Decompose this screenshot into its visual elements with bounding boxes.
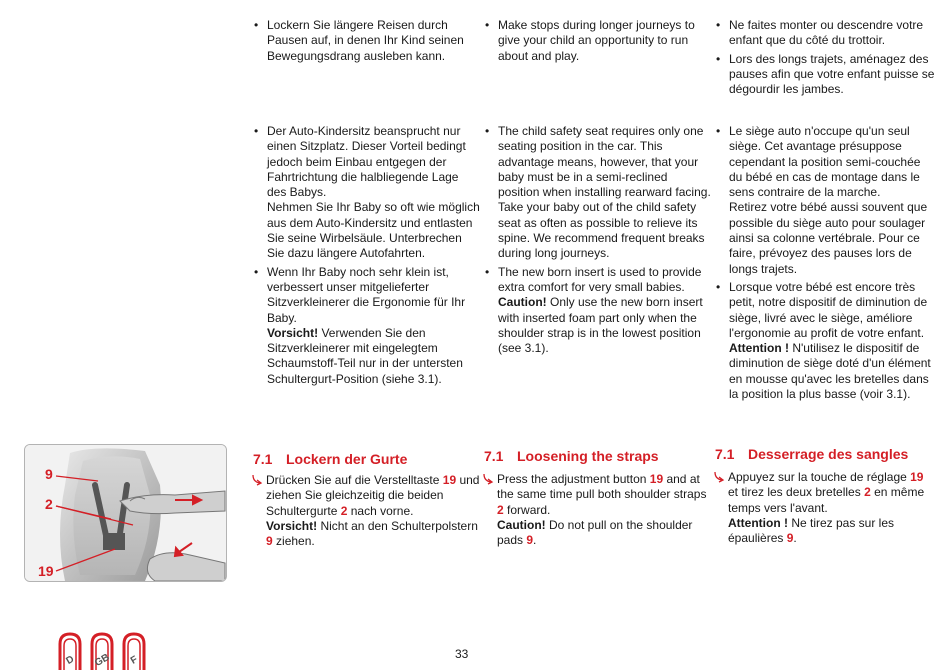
step-text-part: Drücken Sie auf die Verstelltaste bbox=[266, 473, 443, 487]
hand-arrow-icon bbox=[714, 471, 726, 483]
en-row2-column bbox=[483, 124, 711, 356]
de-row1-column bbox=[252, 18, 480, 64]
paragraph: Der Auto-Kindersitz beansprucht nur einen Sitzplatz. Dieser Vorteil bedingt jedoch beim Einbau entgegen der Fahrtrichtung die halbliegende Lage des Babys. bbox=[267, 124, 466, 200]
flag-label: GB bbox=[93, 651, 112, 669]
paragraph: Verwenden Sie den Sitzverkleinerer mit eingelegtem Schaumstoff-Teil nur in der untersten Schultergurt-Position (siehe 3.1). bbox=[267, 325, 463, 386]
step-text-part: Appuyez sur la touche de réglage bbox=[728, 470, 911, 484]
callout-label: 19 bbox=[38, 563, 54, 579]
part-number: 2 bbox=[340, 503, 348, 518]
section-title-fr bbox=[715, 446, 908, 462]
paragraph: Le siège auto n'occupe qu'un seul siège. Cet avantage présuppose cependant la position semi-couchée du bébé en cas de montage dans le sens contraire de la marche. bbox=[729, 124, 921, 200]
step-text-part: forward. bbox=[503, 502, 551, 517]
section-title-en bbox=[484, 448, 659, 464]
warning-label: Attention ! bbox=[728, 515, 788, 530]
part-number: 2 bbox=[864, 485, 871, 500]
part-number: 9 bbox=[786, 531, 794, 546]
list-item bbox=[714, 124, 936, 277]
step-text-part: nach vorne. bbox=[347, 503, 414, 518]
fr-row2-column bbox=[714, 124, 936, 402]
step-text-part: and at the same time pull both shoulder straps bbox=[497, 472, 707, 502]
list-item: • Lors des longs trajets, aménagez des pauses afin que votre enfant puisse se dégourdir les jambes. bbox=[714, 52, 936, 98]
warning-label: Attention ! bbox=[729, 341, 789, 356]
list-item bbox=[252, 265, 480, 387]
en-row1-column bbox=[483, 18, 711, 64]
en-step-text bbox=[483, 472, 711, 548]
section-heading: Loosening the straps bbox=[517, 448, 659, 464]
warning-label: Vorsicht! bbox=[266, 518, 318, 533]
step-text-part: Do not pull on the shoulder pads bbox=[497, 517, 693, 548]
flag-label: F bbox=[128, 654, 140, 667]
paragraph: The new born insert is used to provide extra comfort for very small babies. bbox=[498, 264, 702, 294]
part-number: 9 bbox=[266, 534, 273, 549]
paragraph: Lorsque votre bébé est encore très petit, notre dispositif de diminution de siège, livré avec le siège, améliore l'ergonomie au profit de votre enfant. bbox=[729, 279, 928, 340]
section-heading: Lockern der Gurte bbox=[286, 451, 408, 467]
paragraph: Nehmen Sie Ihr Baby so oft wie möglich aus dem Auto-Kindersitz und entlasten Sie seine Wirbelsäule. Unterbrechen Sie dazu längere Autofahrten. bbox=[267, 200, 480, 261]
list-item bbox=[714, 280, 936, 402]
hand-arrow-icon bbox=[252, 474, 264, 486]
step-text-part: et tirez les deux bretelles bbox=[728, 485, 865, 500]
hand-arrow-icon bbox=[483, 473, 495, 485]
paragraph: Wenn Ihr Baby noch sehr klein ist, verbessert unser mitgelieferter Sitzverkleinerer die Ergonomie für Ihr Baby. bbox=[267, 264, 466, 325]
section-heading: Desserrage des sangles bbox=[748, 446, 909, 462]
section-number: 7.1 bbox=[484, 448, 504, 464]
list-item bbox=[483, 265, 711, 357]
fr-step-text bbox=[714, 470, 936, 546]
flag-label: D bbox=[64, 653, 77, 668]
step-text-part: Ne tirez pas sur les épaulières bbox=[728, 515, 895, 546]
paragraph: Retirez votre bébé aussi souvent que possible du siège auto pour soulager ainsi sa colonne vertébrale. Pour ce faire, prévoyez des pauses lors de longs trajets. bbox=[729, 200, 928, 276]
list-item: • Make stops during longer journeys to give your child an opportunity to run about and play. bbox=[483, 18, 711, 64]
warning-label: Vorsicht! bbox=[267, 325, 319, 340]
language-flag-icon bbox=[124, 634, 144, 670]
section-title-de bbox=[253, 451, 407, 467]
paragraph: The child safety seat requires only one seating position in the car. This advantage means, however, that your baby must be in a semi-reclined position when installing rearward facing. bbox=[498, 124, 711, 200]
step-text-part: . bbox=[533, 533, 537, 548]
part-number: 9 bbox=[526, 533, 534, 548]
step-text-part: ziehen. bbox=[272, 534, 315, 549]
list-item: • Ne faites monter ou descendre votre enfant que du côté du trottoir. bbox=[714, 18, 936, 49]
language-flags bbox=[58, 632, 154, 670]
car-seat-drawing bbox=[25, 445, 226, 581]
language-flag-icon bbox=[60, 634, 80, 670]
paragraph: Only use the new born insert with inserted foam part only when the shoulder strap is in the lowest position (see 3.1). bbox=[498, 295, 703, 356]
callout-label: 9 bbox=[45, 466, 53, 482]
de-row2-column bbox=[252, 124, 480, 387]
paragraph: Take your baby out of the child safety seat as often as possible to relieve its spine. We recommend frequent breaks during long journeys. bbox=[498, 200, 705, 261]
step-text-part: Nicht an den Schulterpolstern bbox=[317, 518, 478, 533]
warning-label: Caution! bbox=[497, 517, 546, 532]
warning-label: Caution! bbox=[498, 295, 547, 310]
strap-loosening-illustration bbox=[24, 444, 227, 582]
page-number: 33 bbox=[455, 647, 469, 661]
section-number: 7.1 bbox=[253, 451, 273, 467]
part-number: 19 bbox=[649, 472, 664, 486]
part-number: 19 bbox=[910, 470, 924, 484]
language-flag-icon bbox=[92, 634, 112, 670]
part-number: 19 bbox=[442, 473, 457, 487]
step-text-part: und ziehen Sie gleichzeitig die beiden Schultergurte bbox=[266, 473, 480, 518]
fr-row1-column bbox=[714, 18, 936, 97]
step-text-part: en même temps vers l'avant. bbox=[728, 485, 925, 515]
section-number: 7.1 bbox=[715, 446, 735, 462]
list-item bbox=[483, 124, 711, 262]
list-item bbox=[252, 124, 480, 262]
step-text-part: . bbox=[793, 531, 797, 546]
list-item: • Lockern Sie längere Reisen durch Pausen auf, in denen Ihr Kind seinen Bewegungsdrang ausleben kann. bbox=[252, 18, 480, 64]
part-number: 2 bbox=[497, 502, 504, 517]
step-text-part: Press the adjustment button bbox=[497, 472, 650, 486]
callout-label: 2 bbox=[45, 496, 53, 512]
paragraph: N'utilisez le dispositif de diminution de siège doté d'un élément en mousse qu'avec les bretelles dans la position la plus basse (voir 3.1). bbox=[729, 341, 931, 402]
de-step-text bbox=[252, 473, 480, 549]
